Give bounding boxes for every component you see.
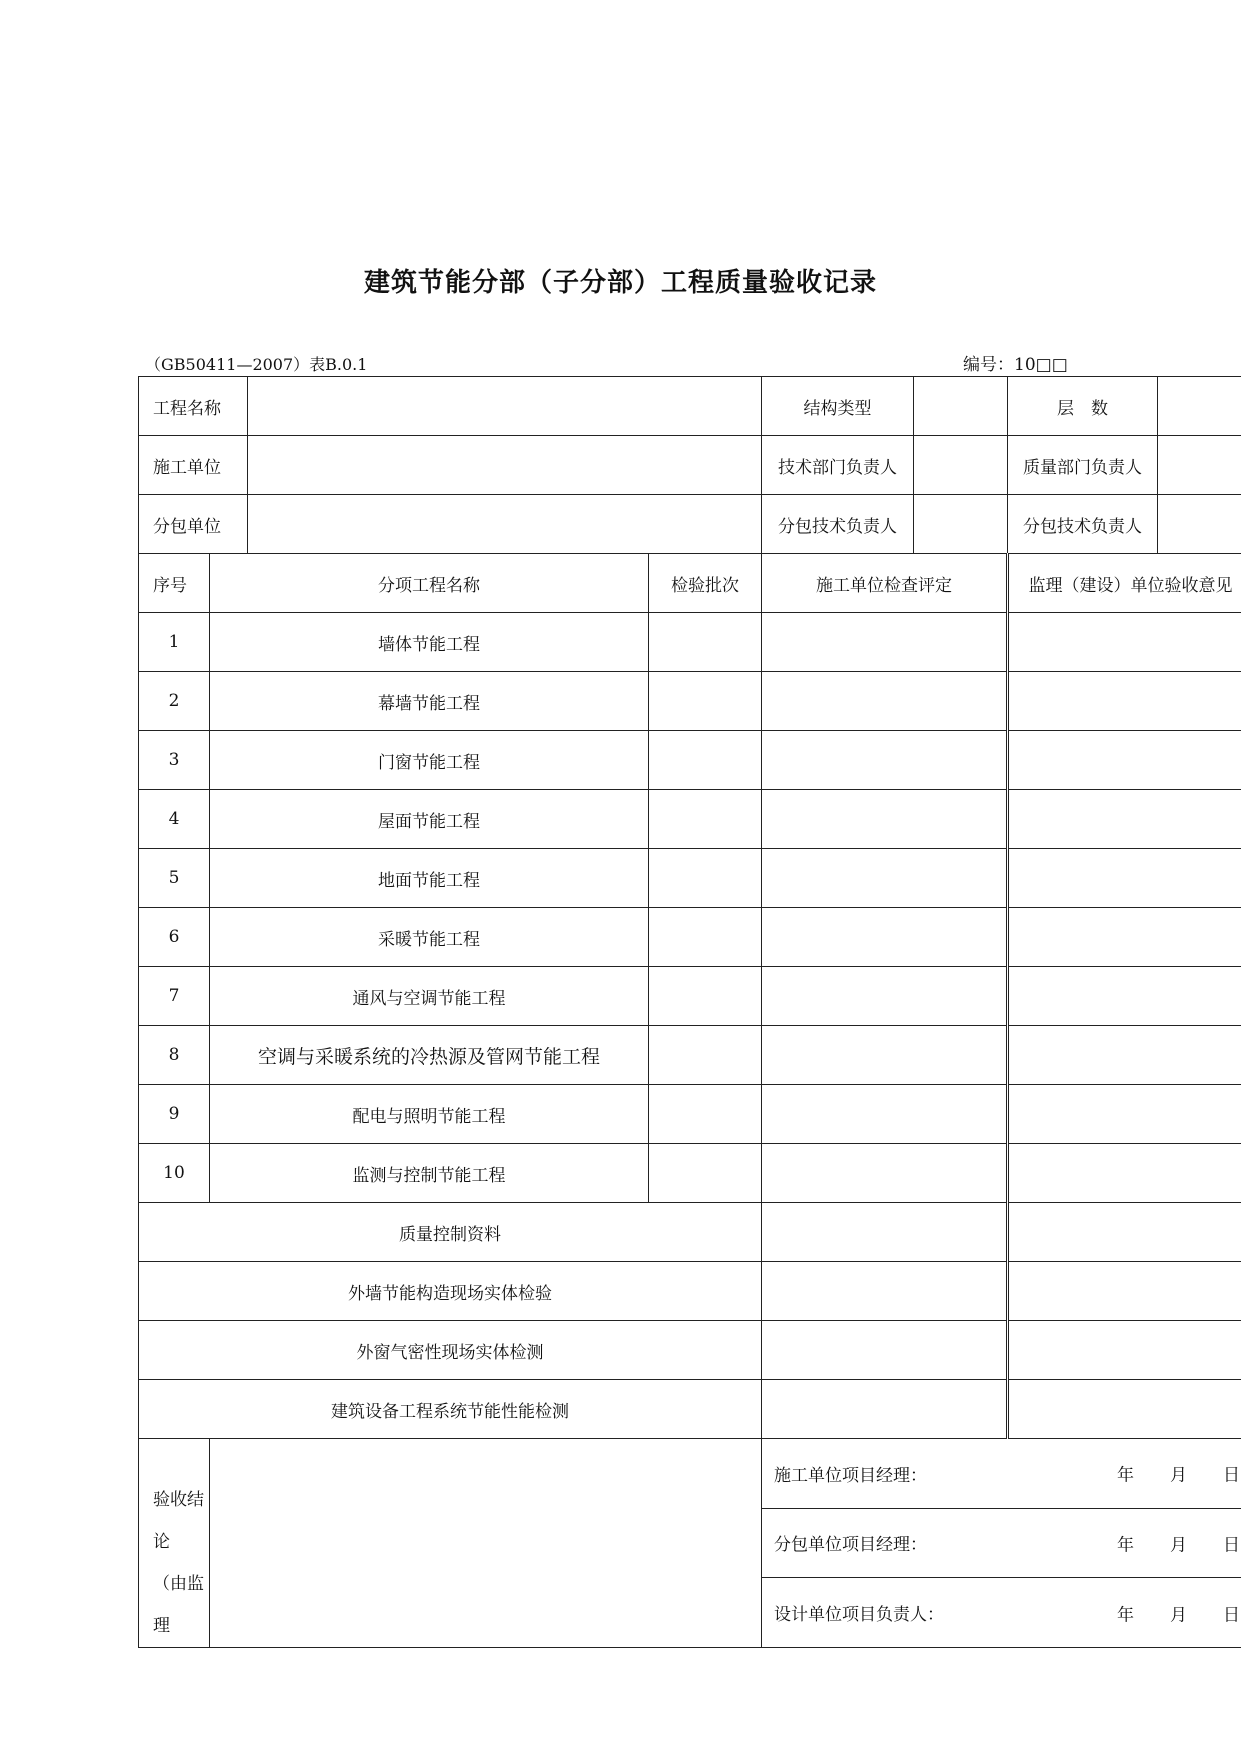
summary-row bbox=[139, 1321, 1241, 1380]
table-row bbox=[139, 672, 1241, 731]
document-title: 建筑节能分部（子分部）工程质量验收记录 bbox=[363, 268, 877, 298]
batch-cell[interactable] bbox=[649, 731, 762, 790]
batch-cell[interactable] bbox=[649, 613, 762, 672]
table-row bbox=[139, 613, 1241, 672]
signature-date: 年 月 日 bbox=[1117, 1465, 1240, 1486]
contractor-eval-cell[interactable] bbox=[762, 1380, 1008, 1439]
item-name: 幕墙节能工程 bbox=[210, 672, 649, 731]
summary-row bbox=[139, 1203, 1241, 1262]
summary-label: 建筑设备工程系统节能性能检测 bbox=[139, 1380, 762, 1439]
batch-cell[interactable] bbox=[649, 908, 762, 967]
contractor-eval-cell[interactable] bbox=[762, 1321, 1008, 1380]
signature-date: 年 月 日 bbox=[1117, 1605, 1240, 1626]
item-no: 5 bbox=[139, 849, 210, 908]
table-row bbox=[139, 849, 1241, 908]
supervisor-opinion-cell[interactable] bbox=[1008, 731, 1241, 790]
batch-cell[interactable] bbox=[649, 1144, 762, 1203]
quality-dept-head-label: 质量部门负责人 bbox=[1008, 436, 1158, 495]
contractor-eval-cell[interactable] bbox=[762, 1203, 1008, 1262]
contractor-eval-cell[interactable] bbox=[762, 672, 1008, 731]
contractor-eval-header: 施工单位检查评定 bbox=[762, 554, 1008, 613]
contractor-eval-cell[interactable] bbox=[762, 613, 1008, 672]
summary-label: 质量控制资料 bbox=[139, 1203, 762, 1262]
contractor-eval-cell[interactable] bbox=[762, 1026, 1008, 1085]
table-row bbox=[139, 1144, 1241, 1203]
contractor-field[interactable] bbox=[248, 436, 762, 495]
acceptance-form-table bbox=[138, 376, 1241, 1648]
column-header-row bbox=[139, 554, 1241, 613]
batch-cell[interactable] bbox=[649, 967, 762, 1026]
sub-tech-head-label-2: 分包技术负责人 bbox=[1008, 495, 1158, 554]
supervisor-opinion-header: 监理（建设）单位验收意见 bbox=[1008, 554, 1241, 613]
table-row bbox=[139, 1085, 1241, 1144]
designer-head-signature[interactable] bbox=[762, 1578, 1241, 1648]
summary-row bbox=[139, 1380, 1241, 1439]
contractor-eval-cell[interactable] bbox=[762, 1144, 1008, 1203]
standard-reference: （GB50411—2007）表B.0.1 bbox=[145, 355, 368, 374]
signature-date: 年 月 日 bbox=[1117, 1535, 1240, 1556]
seq-header: 序号 bbox=[139, 554, 210, 613]
item-name-header: 分项工程名称 bbox=[210, 554, 649, 613]
sub-tech-head-field[interactable] bbox=[914, 495, 1008, 554]
conclusion-note: （由监理 bbox=[153, 1574, 204, 1636]
summary-label: 外墙节能构造现场实体检验 bbox=[139, 1262, 762, 1321]
conclusion-label-cell bbox=[139, 1439, 210, 1648]
contractor-eval-cell[interactable] bbox=[762, 1262, 1008, 1321]
supervisor-opinion-cell[interactable] bbox=[1008, 849, 1241, 908]
supervisor-opinion-cell[interactable] bbox=[1008, 1144, 1241, 1203]
summary-label: 外窗气密性现场实体检测 bbox=[139, 1321, 762, 1380]
item-no: 3 bbox=[139, 731, 210, 790]
floors-field[interactable] bbox=[1158, 377, 1241, 436]
project-name-label: 工程名称 bbox=[139, 377, 248, 436]
structure-type-label: 结构类型 bbox=[762, 377, 914, 436]
document-number: 编号：10□□ bbox=[963, 355, 1068, 375]
supervisor-opinion-cell[interactable] bbox=[1008, 908, 1241, 967]
item-no: 10 bbox=[139, 1144, 210, 1203]
contractor-label: 施工单位 bbox=[139, 436, 248, 495]
item-no: 9 bbox=[139, 1085, 210, 1144]
table-row bbox=[139, 1026, 1241, 1085]
item-name: 配电与照明节能工程 bbox=[210, 1085, 649, 1144]
sub-tech-head-label: 分包技术负责人 bbox=[762, 495, 914, 554]
conclusion-label: 验收结论 bbox=[153, 1490, 204, 1552]
supervisor-opinion-cell[interactable] bbox=[1008, 1085, 1241, 1144]
header-row-contractor bbox=[139, 436, 1241, 495]
contractor-eval-cell[interactable] bbox=[762, 908, 1008, 967]
item-name: 通风与空调节能工程 bbox=[210, 967, 649, 1026]
signature-label: 设计单位项目负责人： bbox=[774, 1605, 944, 1626]
item-name: 地面节能工程 bbox=[210, 849, 649, 908]
signature-row bbox=[139, 1439, 1241, 1509]
supervisor-opinion-cell[interactable] bbox=[1008, 613, 1241, 672]
item-no: 6 bbox=[139, 908, 210, 967]
tech-dept-head-field[interactable] bbox=[914, 436, 1008, 495]
project-name-field[interactable] bbox=[248, 377, 762, 436]
item-name: 监测与控制节能工程 bbox=[210, 1144, 649, 1203]
batch-cell[interactable] bbox=[649, 790, 762, 849]
batch-cell[interactable] bbox=[649, 1026, 762, 1085]
item-no: 1 bbox=[139, 613, 210, 672]
tech-dept-head-label: 技术部门负责人 bbox=[762, 436, 914, 495]
quality-dept-head-field[interactable] bbox=[1158, 436, 1241, 495]
item-name: 门窗节能工程 bbox=[210, 731, 649, 790]
batch-cell[interactable] bbox=[649, 672, 762, 731]
signature-label: 分包单位项目经理： bbox=[774, 1535, 927, 1556]
batch-cell[interactable] bbox=[649, 1085, 762, 1144]
item-no: 4 bbox=[139, 790, 210, 849]
conclusion-field[interactable] bbox=[210, 1439, 762, 1648]
supervisor-opinion-cell[interactable] bbox=[1008, 1203, 1241, 1262]
supervisor-opinion-cell[interactable] bbox=[1008, 1321, 1241, 1380]
batch-header: 检验批次 bbox=[649, 554, 762, 613]
subcontractor-manager-signature[interactable] bbox=[762, 1508, 1241, 1578]
item-name: 空调与采暖系统的冷热源及管网节能工程 bbox=[210, 1026, 649, 1085]
item-no: 8 bbox=[139, 1026, 210, 1085]
header-row-project bbox=[139, 377, 1241, 436]
supervisor-opinion-cell[interactable] bbox=[1008, 672, 1241, 731]
supervisor-opinion-cell[interactable] bbox=[1008, 1380, 1241, 1439]
item-no: 7 bbox=[139, 967, 210, 1026]
contractor-eval-cell[interactable] bbox=[762, 849, 1008, 908]
summary-row bbox=[139, 1262, 1241, 1321]
subcontractor-label: 分包单位 bbox=[139, 495, 248, 554]
contractor-manager-signature[interactable] bbox=[762, 1439, 1241, 1509]
item-no: 2 bbox=[139, 672, 210, 731]
structure-type-field[interactable] bbox=[914, 377, 1008, 436]
contractor-eval-cell[interactable] bbox=[762, 731, 1008, 790]
floors-label: 层 数 bbox=[1008, 377, 1158, 436]
sub-tech-head-field-2[interactable] bbox=[1158, 495, 1241, 554]
contractor-eval-cell[interactable] bbox=[762, 1085, 1008, 1144]
table-row bbox=[139, 967, 1241, 1026]
contractor-eval-cell[interactable] bbox=[762, 967, 1008, 1026]
signature-label: 施工单位项目经理： bbox=[774, 1465, 927, 1486]
supervisor-opinion-cell[interactable] bbox=[1008, 1262, 1241, 1321]
item-name: 采暖节能工程 bbox=[210, 908, 649, 967]
item-name: 墙体节能工程 bbox=[210, 613, 649, 672]
supervisor-opinion-cell[interactable] bbox=[1008, 1026, 1241, 1085]
supervisor-opinion-cell[interactable] bbox=[1008, 967, 1241, 1026]
table-row bbox=[139, 908, 1241, 967]
table-row bbox=[139, 790, 1241, 849]
batch-cell[interactable] bbox=[649, 849, 762, 908]
supervisor-opinion-cell[interactable] bbox=[1008, 790, 1241, 849]
table-row bbox=[139, 731, 1241, 790]
contractor-eval-cell[interactable] bbox=[762, 790, 1008, 849]
item-name: 屋面节能工程 bbox=[210, 790, 649, 849]
header-row-subcontractor bbox=[139, 495, 1241, 554]
subcontractor-field[interactable] bbox=[248, 495, 762, 554]
